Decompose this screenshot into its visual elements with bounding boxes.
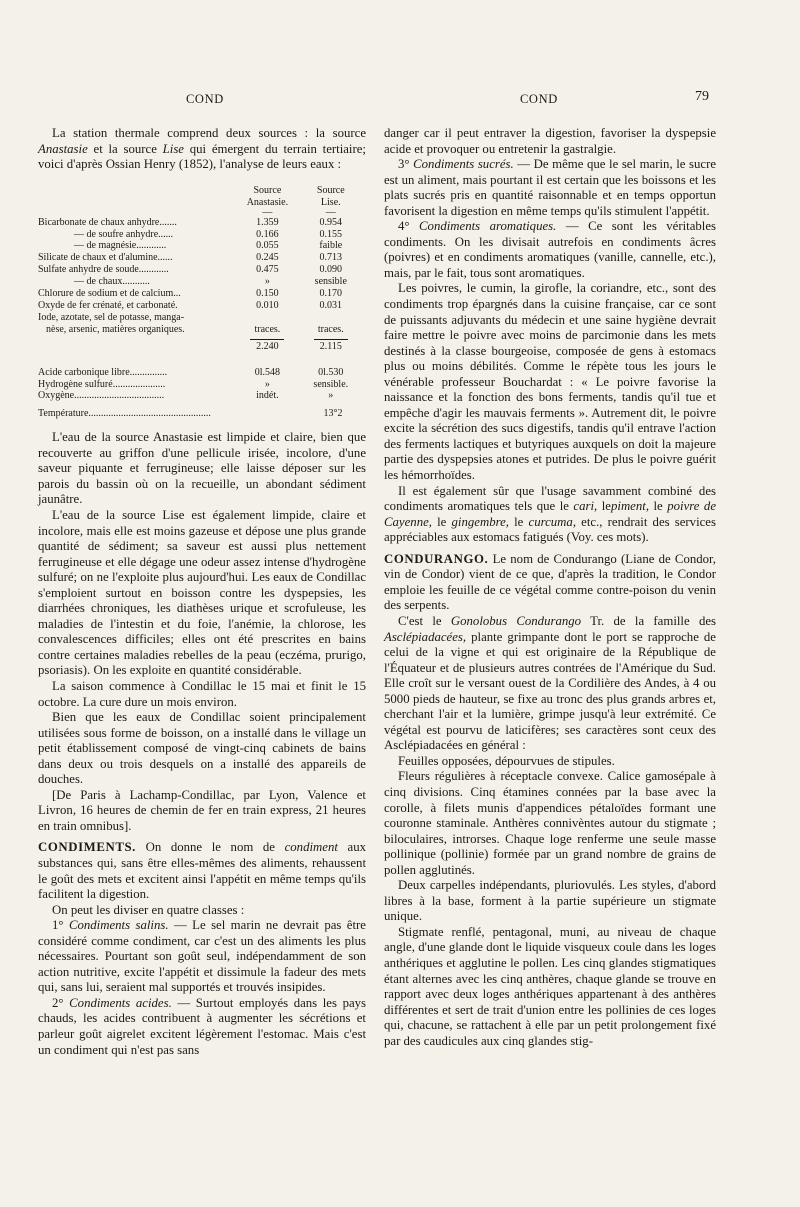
left-column <box>38 126 366 1058</box>
entry-condiments: CONDIMENTS. On donne le nom de condiment aux substances qui, sans être elles-mêmes des aliments, rehaussent le goût des mets et excitent ainsi l'appétit en même temps qu'ils facilitent la digestion. <box>38 840 366 902</box>
entry-condurango: CONDURANGO. Le nom de Condurango (Liane de Condor, vin de Condor) vient de ce que, d'après la tradition, le Condor emploie les feuille de ce végétal comme contre-poison du venin des serpents. <box>384 551 716 613</box>
row-label: — de chaux........... <box>74 276 150 288</box>
value-lise: » <box>328 390 334 402</box>
value-lise: 0.090 <box>319 264 343 276</box>
value-lise: faible <box>319 240 343 252</box>
entry-heading-condiments: CONDIMENTS. <box>38 840 136 855</box>
temperature-row <box>38 408 366 420</box>
analysis-rows <box>38 217 364 336</box>
table-row <box>38 324 364 336</box>
row-label: Oxygène.................................... <box>38 390 165 402</box>
value-lise: 0.170 <box>319 288 343 300</box>
paragraph-acides-cont: danger car il peut entraver la digestion, favoriser la dyspepsie acide et provoquer ou entretenir la gastralgie. <box>384 126 716 156</box>
value-lise: sensible. <box>313 378 349 390</box>
paragraph-acides: 2° Condiments acides. — Surtout employés dans les pays chauds, les acides contribuent à augmenter les sécrétions et parleur goût aigrelet excitent légèrement l'estomac. Mais c'est un condiment qui n'est pas sans <box>38 995 367 1057</box>
row-label: — de magnésie............ <box>74 240 167 252</box>
paragraph-carpelles: Deux carpelles indépendants, pluriovulés. Les styles, d'abord libres à la base, forment à la partie supérieure un stigmate unique. <box>384 878 716 924</box>
table-row <box>38 217 364 229</box>
paragraph-combined-usage: Il est également sûr que l'usage savamment combiné des condiments aromatiques tels que le cari, lepiment, le poivre de Cayenne, le gingembre, le curcuma, etc., rendrait des services appréciables aux estomacs fatigués (Voy. ces mots). <box>384 483 717 545</box>
temperature-label: Température................................................. <box>38 408 211 420</box>
value-anastasie <box>237 312 297 324</box>
row-label: Chlorure de sodium et de calcium... <box>38 288 181 300</box>
row-label: Silicate de chaux et d'alumine...... <box>38 252 173 264</box>
value-anastasie: traces. <box>254 323 281 335</box>
table-row <box>38 288 364 300</box>
value-anastasie: » <box>264 276 270 288</box>
table-row <box>38 252 364 264</box>
value-anastasie: 0.150 <box>256 288 279 300</box>
table-row <box>38 264 364 276</box>
gas-rows <box>38 367 364 403</box>
value-anastasie: 1.359 <box>256 216 279 228</box>
value-anastasie: » <box>264 378 270 390</box>
table-row <box>38 229 364 241</box>
paragraph-classes: On peut les diviser en quatre classes : <box>52 902 245 917</box>
paragraph-lise: L'eau de la source Lise est également limpide, claire et incolore, mais elle est moins gazeuse et dépose une plus grande quantité de sédiment; sa saveur est aussi plus nettement ferrugineuse et elle dégage une odeur assez intense d'hydrogène sulfuré; on ne l'exploite plus aujourd'hui. Les eaux de Condillac s'emploient surtout en boisson contre les dyspepsies, les diarrhées chroniques, les diathèses urique et scrofuleuse, les maladies de l'intestin et du foie, l'anémie, la chlorose, les convalescences difficiles; elles ont été prescrites en bains contre certaines maladies rebelles de la peau (eczéma, prurigo, psoriasis). On les exploite en quantité considérable. <box>38 507 366 678</box>
paragraph-travel: [De Paris à Lachamp-Condillac, par Lyon, Valence et Livron, 16 heures de chemin de fer en train express, 21 heures en train omnibus]. <box>38 787 366 833</box>
running-head-right: COND <box>520 92 558 106</box>
intro-paragraph: La station thermale comprend deux sources : la source Anastasie et la source Lise qui émergent du terrain tertiaire; voici d'après Ossian Henry (1852), l'analyse de leurs eaux : <box>38 126 366 172</box>
value-anastasie: indét. <box>256 390 279 402</box>
value-lise: 0l.530 <box>318 366 344 378</box>
paragraph-feuilles: Feuilles opposées, dépourvues de stipules. <box>398 753 615 768</box>
total-anastasie: 2.240 <box>250 339 284 353</box>
total-row <box>38 336 364 353</box>
row-label: — de soufre anhydre...... <box>74 228 174 240</box>
paragraph-anastasie: L'eau de la source Anastasie est limpide et claire, bien que recouverte au griffon d'une pellicule irisée, incolore, d'une saveur piquante et ferrugineuse; elle laisse déposer sur les parois du bassin où on la recueille, un abondant sédiment jaunâtre. <box>38 430 366 507</box>
total-lise: 2.115 <box>314 339 348 353</box>
table-row <box>38 300 364 312</box>
col-header-anastasie: Source Anastasie. <box>246 184 289 208</box>
right-column <box>384 126 716 1049</box>
row-label: Sulfate anhydre de soude............ <box>38 264 169 276</box>
table-header-row <box>38 185 364 209</box>
analysis-table: Source Anastasie. Source Lise. — — Bicarbonate de chaux anhydre....... 1.359 0.954 — de soufre anhydre...... 0.166 0.155 — de magnésie............ 0.055 faible Silicate de chaux et d'alumine...... 0.245 0.713 Sulfate anhydre de soude............ 0.475 0.090 — de chaux........... » sensible Chlorure de sodium et de calcium... 0.150 0.170 Oxyde de fer crénaté, et carbonaté. 0.010 0.031 Iode, azotate, sel de potasse, manga- nèse, arsenic, matières organiques. traces. traces. 2.240 2.115 Acide carbonique libre............... 0l.548 0l.530 Hydrogène sulfuré..................... » sensible. Oxygène.................................... indét. » Température................................................. 13°2 <box>38 185 366 421</box>
value-anastasie: 0.245 <box>256 252 279 264</box>
value-anastasie: 0.166 <box>256 228 279 240</box>
col-header-lise: Source Lise. <box>316 184 345 208</box>
paragraph-season: La saison commence à Condillac le 15 mai et finit le 15 octobre. La cure dure un mois environ. <box>38 678 366 709</box>
value-lise <box>298 312 364 324</box>
table-row <box>38 312 364 324</box>
value-lise: 0.031 <box>319 299 343 311</box>
row-label: Iode, azotate, sel de potasse, manga- <box>38 311 185 323</box>
paragraph-stigmate: Stigmate renflé, pentagonal, muni, au niveau de chaque angle, d'une glande dont le liquide visqueux coule dans les loges anthériques et agglutine le pollen. Les cinq glandes stigmatiques étant alternes avec les cinq anthères, chaque glande se trouve en rapport avec deux loges anthériques appartenant à des anthères différentes et sert de trait d'union entre les pollinies de ces loges qui, chacune, se rattachent à elle par un petit prolongement fixé par des caudicules aux cinq glandes stig- <box>384 924 716 1048</box>
value-lise: 0.954 <box>319 216 343 228</box>
paragraph-poivres: Les poivres, le cumin, la girofle, la coriandre, etc., sont des condiments trop épargnés dans la cuisine française, car ce sont de puissants adjuvants du médecin et une saine hygiène devrait faire mettre le poivre avec moins de parcimonie dans les mets destinés à la classe bourgeoise, composée de gens à estomacs plus ou moins débilités. Comme le répète tous les jours le vénérable professeur Bouchardat : « Le poivre favorise la naissance et la fonction des bons ferments, tandis qu'il tue et empêche d'agir les mauvais ferments ». Autrement dit, le poivre excite la sécrétion des sucs digestifs, tandis qu'il entrave l'action des ferments lactiques et butyriques auxquels on doit la majeure partie des dyspepsies atones et putrides. De plus le poivre guérit les hémorrhoïdes. <box>384 281 716 483</box>
running-head-left: COND <box>186 92 224 106</box>
paragraph-salins: 1° Condiments salins. — Le sel marin ne devrait pas être considéré comme condiment, car c'est un des aliments les plus nécessaires. Pourtant son goût seul, indépendamment de son action nutritive, excite l'appétit et dissimule la fadeur des mets qui, sans lui, seraient mal supportés et trouvés insipides. <box>38 918 366 995</box>
row-label: nèse, arsenic, matières organiques. <box>46 323 185 335</box>
table-row <box>38 367 364 379</box>
row-label: Acide carbonique libre............... <box>38 366 168 378</box>
table-row <box>38 379 364 391</box>
temperature-value: 13°2 <box>323 408 343 420</box>
paragraph-establishment: Bien que les eaux de Condillac soient principalement utilisées sous forme de boisson, on a installé dans le village un petit établissement composé de vingt-cinq cabinets de bains dans deux ou trois desquels on a installé des appareils de douches. <box>38 710 366 787</box>
paragraph-gonolobus: C'est le Gonolobus Condurango Tr. de la famille des Asclépiadacées, plante grimpante dont le port se rapproche de celui de la vigne et qui est originaire de la République de l'Équateur et de plusieurs autres contrées de l'Amérique du Sud. Elle croît sur le versant ouest de la Cordilière des Andes, à 4 ou 5000 pieds de hauteur, se fixe au tronc des plus grands arbres et, cherchant l'air et la lumière, grimpe jusqu'à leur extrémité. Ce végétal est pourvu de laticifères; ses caractères sont ceux des Asclépiadacées en général : <box>384 613 717 753</box>
value-anastasie: 0.010 <box>256 299 279 311</box>
row-label: Hydrogène sulfuré..................... <box>38 378 166 390</box>
value-anastasie: 0.475 <box>256 264 279 276</box>
value-lise: 0.713 <box>319 252 343 264</box>
table-row <box>38 240 364 252</box>
entry-heading-condurango: CONDURANGO. <box>384 551 489 566</box>
value-anastasie: 0.055 <box>256 240 279 252</box>
value-lise: traces. <box>317 323 344 335</box>
table-row <box>38 390 364 402</box>
paragraph-aromatiques: 4° Condiments aromatiques. — Ce sont les véritables condiments. On les divisait autrefois en condiments âcres (poivres) et en condiments aromatiques (vanille, cannelle, etc.), mais, par le fait, tous sont aromatiques. <box>384 219 717 280</box>
value-anastasie: 0l.548 <box>254 366 281 378</box>
value-lise: 0.155 <box>319 228 343 240</box>
value-lise: sensible <box>314 276 347 288</box>
row-label: Oxyde de fer crénaté, et carbonaté. <box>38 299 178 311</box>
row-label: Bicarbonate de chaux anhydre....... <box>38 216 177 228</box>
paragraph-fleurs: Fleurs régulières à réceptacle convexe. Calice gamosépale à cinq divisions. Cinq étamines connées par la base avec la corolle, à filets munis d'appendices pétaloïdes formant une couronne staminale. Anthères connivèntes autour du stigmate ; biloculaires, introrses. Chaque loge renferme une seule masse pollinique (pollinie) formée par un grand nombre de grains de pollen agglutinés. <box>384 769 716 877</box>
paragraph-sucres: 3° Condiments sucrés. — De même que le sel marin, le sucre est un aliment, mais pourtant il est certain que les boissons et les plats sucrés pris en quantité raisonnable et en temps opportun favorisent la digestion en même temps qu'ils stimulent l'appétit. <box>384 157 717 218</box>
page-number: 79 <box>695 89 709 104</box>
table-row <box>38 276 364 288</box>
